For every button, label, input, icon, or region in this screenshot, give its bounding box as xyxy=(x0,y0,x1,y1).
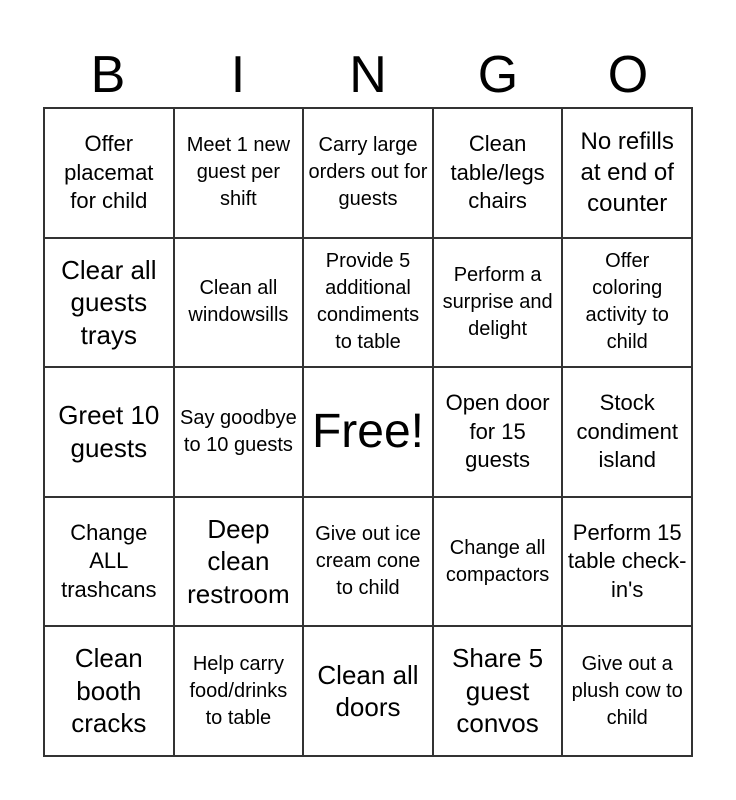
bingo-cell[interactable] xyxy=(174,238,304,368)
cell-text: Offer placemat for child xyxy=(64,130,154,214)
cell-text: Share 5 guest convos xyxy=(452,643,544,739)
cell-text: Deep clean restroom xyxy=(187,513,290,609)
cell-text: Give out ice cream cone to child xyxy=(315,523,421,600)
cell-text: Help carry food/drinks to table xyxy=(189,652,288,729)
bingo-cell[interactable] xyxy=(303,238,433,368)
header-letter-o: O xyxy=(607,46,649,104)
bingo-cell[interactable] xyxy=(44,497,174,627)
cell-text: Perform 15 table check-in's xyxy=(567,519,687,602)
cell-text: Clean booth cracks xyxy=(71,643,147,739)
cell-text: Clear all guests trays xyxy=(61,254,157,350)
cell-text: Clean all windowsills xyxy=(188,277,289,327)
bingo-cell[interactable] xyxy=(433,108,563,238)
cell-text: No refills at end of counter xyxy=(580,128,674,218)
cell-text: Say goodbye to 10 guests xyxy=(180,406,297,456)
cell-text: Clean all doors xyxy=(317,659,419,723)
bingo-cell[interactable] xyxy=(562,626,692,756)
bingo-free-cell[interactable] xyxy=(303,367,433,497)
bingo-cell[interactable] xyxy=(303,108,433,238)
header-letter-i: I xyxy=(230,46,246,104)
bingo-cell[interactable] xyxy=(433,626,563,756)
bingo-cell[interactable] xyxy=(44,367,174,497)
cell-text: Change all compactors xyxy=(445,536,550,586)
bingo-cell[interactable] xyxy=(562,367,692,497)
bingo-cell[interactable] xyxy=(303,626,433,756)
cell-text: Offer coloring activity to child xyxy=(585,250,669,354)
bingo-cell[interactable] xyxy=(174,626,304,756)
bingo-cell[interactable] xyxy=(174,367,304,497)
header-letter-n: N xyxy=(349,46,387,104)
bingo-cell[interactable] xyxy=(562,108,692,238)
bingo-cell[interactable] xyxy=(174,108,304,238)
cell-text: Provide 5 additional condiments to table xyxy=(316,250,420,354)
bingo-cell[interactable] xyxy=(562,238,692,368)
header-letter-b: B xyxy=(90,46,126,104)
bingo-cell[interactable] xyxy=(44,626,174,756)
cell-text: Give out a plush cow to child xyxy=(571,652,683,729)
bingo-cell[interactable] xyxy=(433,238,563,368)
cell-text: Greet 10 guests xyxy=(58,400,160,463)
cell-text: Stock condiment island xyxy=(576,390,678,473)
cell-text: Meet 1 new guest per shift xyxy=(186,134,291,211)
bingo-cell[interactable] xyxy=(433,367,563,497)
bingo-header xyxy=(43,44,693,106)
bingo-board xyxy=(43,107,693,757)
cell-text: Perform a surprise and delight xyxy=(442,263,553,340)
bingo-cell[interactable] xyxy=(44,238,174,368)
cell-text: Open door for 15 guests xyxy=(445,390,550,473)
bingo-cell[interactable] xyxy=(174,497,304,627)
bingo-cell[interactable] xyxy=(44,108,174,238)
header-letter-g: G xyxy=(477,46,519,104)
bingo-cell[interactable] xyxy=(562,497,692,627)
bingo-cell[interactable] xyxy=(303,497,433,627)
cell-text: Change ALL trashcans xyxy=(61,519,157,602)
bingo-cell[interactable] xyxy=(433,497,563,627)
cell-text: Free! xyxy=(311,405,424,459)
cell-text: Carry large orders out for guests xyxy=(308,134,428,211)
cell-text: Clean table/legs chairs xyxy=(450,130,545,214)
